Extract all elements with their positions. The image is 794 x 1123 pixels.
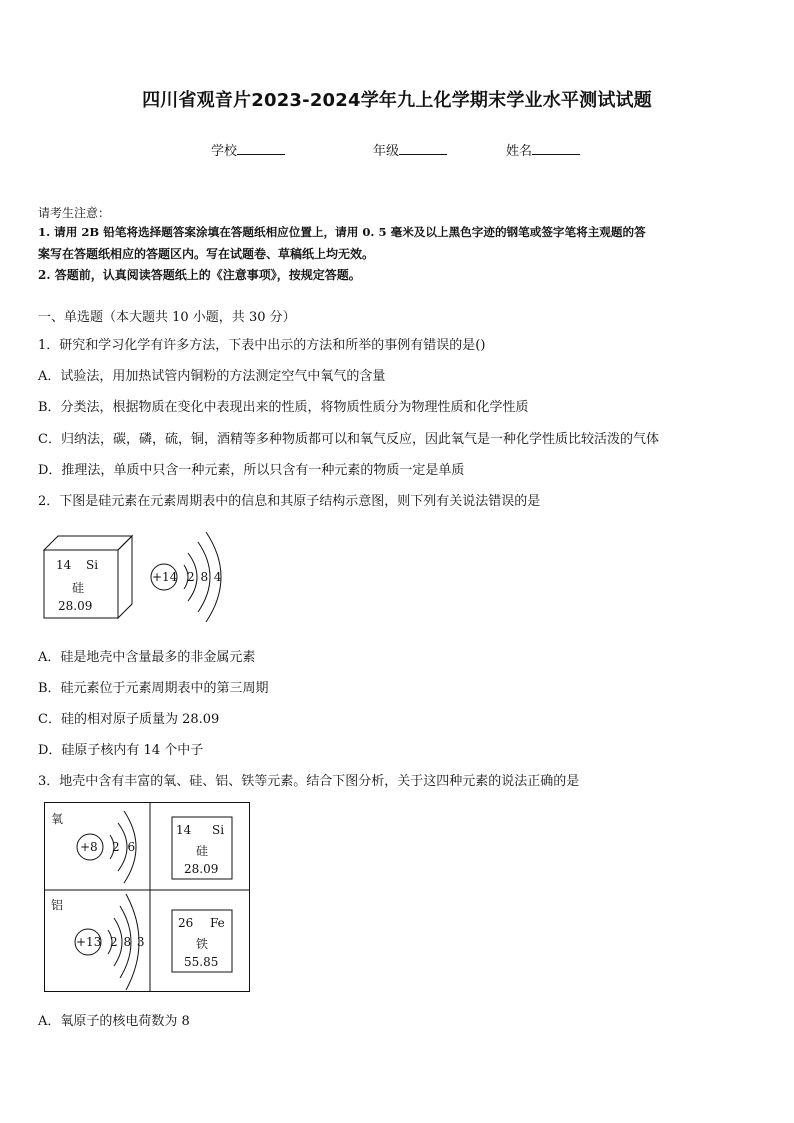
q1-stem: 1．研究和学习化学有许多方法，下表中出示的方法和所举的事例有错误的是() (38, 338, 486, 353)
q2-element-symbol: Si (86, 558, 99, 572)
grade-label: 年级 (373, 144, 400, 159)
q2-option-c: C．硅的相对原子质量为 28.09 (38, 712, 220, 727)
q2-nucleus-charge: +14 (152, 570, 178, 584)
q1-option-b: B．分类法，根据物质在变化中表现出来的性质，将物质性质分为物理性质和化学性质 (38, 400, 529, 415)
school-blank[interactable] (237, 143, 285, 155)
q3-si-symbol: Si (212, 823, 225, 837)
q2-atomic-mass: 28.09 (58, 599, 93, 613)
q2-element-cell (40, 530, 136, 622)
grade-field (373, 140, 447, 159)
q3-fe-number: 26 (178, 916, 194, 930)
q3-stem: 3．地壳中含有丰富的氧、硅、铝、铁等元素。结合下图分析，关于这四种元素的说法正确的是 (38, 774, 580, 789)
name-label: 姓名 (506, 144, 533, 159)
q3-si-mass: 28.09 (184, 862, 219, 876)
q2-atom-diagram (148, 528, 232, 624)
q3-si-name: 硅 (196, 844, 209, 858)
q2-stem: 2．下图是硅元素在元素周期表中的信息和其原子结构示意图，则下列有关说法错误的是 (38, 494, 541, 509)
name-blank[interactable] (532, 143, 580, 155)
q3-oxygen-shells: 2 6 (112, 840, 138, 854)
name-field (506, 140, 580, 159)
q3-fe-name: 铁 (196, 937, 209, 951)
q3-option-a: A．氧原子的核电荷数为 8 (38, 1014, 190, 1029)
notice-line-2: 案写在答题纸相应的答题区内。写在试题卷、草稿纸上均无效。 (38, 247, 375, 261)
section-heading: 一、单选题（本大题共 10 小题，共 30 分） (38, 310, 296, 325)
notice-line-3: 2. 答题前，认真阅读答题纸上的《注意事项》，按规定答题。 (38, 268, 361, 282)
q3-al-shells: 2 8 3 (110, 935, 146, 949)
school-field (211, 140, 285, 159)
q3-si-number: 14 (176, 823, 192, 837)
q1-option-c: C．归纳法，碳，磷，硫，铜，酒精等多种物质都可以和氧气反应，因此氧气是一种化学性质比较活泼的气体 (38, 432, 659, 447)
page-title: 四川省观音片2023-2024学年九上化学期末学业水平测试试题 (142, 90, 652, 111)
q2-option-a: A．硅是地壳中含量最多的非金属元素 (38, 650, 256, 665)
q2-option-d: D．硅原子核内有 14 个中子 (38, 743, 204, 758)
q2-element-name: 硅 (72, 581, 85, 595)
q2-option-b: B．硅元素位于元素周期表中的第三周期 (38, 681, 269, 696)
q1-option-d: D．推理法，单质中只含一种元素，所以只含有一种元素的物质一定是单质 (38, 463, 465, 478)
q3-al-nucleus: +13 (76, 935, 102, 949)
notice-heading: 请考生注意： (38, 206, 111, 220)
q3-fe-mass: 55.85 (184, 955, 219, 969)
grade-blank[interactable] (399, 143, 447, 155)
notice-line-1: 1. 请用 2B 铅笔将选择题答案涂填在答题纸相应位置上，请用 0. 5 毫米及以上黑色字迹的钢笔或签字笔将主观题的答 (38, 225, 646, 239)
q2-electron-shells: 2 8 4 (187, 570, 223, 584)
q3-figure-grid (44, 802, 250, 992)
q3-oxygen-nucleus: +8 (80, 840, 98, 854)
school-label: 学校 (211, 144, 238, 159)
q1-option-a: A．试验法，用加热试管内铜粉的方法测定空气中氧气的含量 (38, 369, 386, 384)
q2-atomic-number: 14 (56, 558, 72, 572)
q3-al-label: 铝 (51, 898, 64, 912)
q3-oxygen-label: 氧 (51, 812, 64, 826)
q3-fe-symbol: Fe (210, 916, 225, 930)
